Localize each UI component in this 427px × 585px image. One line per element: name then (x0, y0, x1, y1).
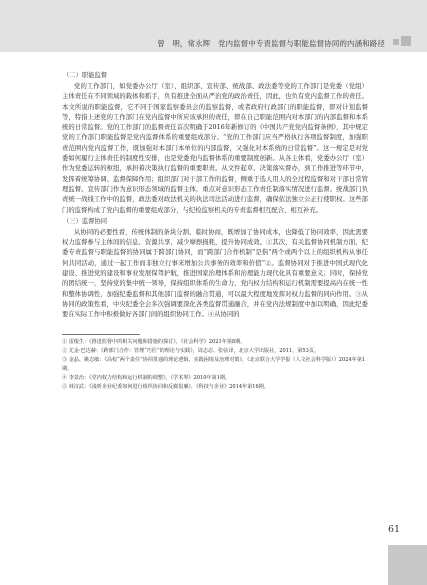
paragraph: 从协同的必要性看，传统体制的条块分割、临时协商，既增加了协同成本，也降低了协同效率，因此需要权力监督参与主体间的信息、资源共享，减少摩擦损耗，提升协同成效。①其次，有关监督协同机制方面，纪委专责监督与职能监督的协同属于跨部门协同，而“跨部门合作机制”是指“两个或两个以上的组织机构从事任何共同活动，通过一起工作而非独立行事来增加公共事务的效率和价值”②。监督协同对于推进中国式现代化建设、推进党的建设和事业发展保驾护航，推进国家治理体系和治理能力现代化具有重要意义；同时，保持党的团结统一，坚持党的集中统一领导，保持组织体系的生命力，党内权力结构和运行机制需要提高内在统一性和整体协调性，加强纪委监督和其他部门监督的融合贯通，可以最大程度地发挥对权力监督的同向作用。③从协同的政策性看，中央纪委全会多次强调要深化各类监督贯通融合，并在党内法规制度中加以明确，因此纪委要在实际工作中积极做好各部门间的组织协同工作。④从协同的 (62, 228, 368, 319)
footnote-3: ③ 金晶、姚志敏：《高校“两个责任”协同贯通的理论逻辑、实践困境及治理对策》，《北京联合大学学报（人文社会科学版）》2024年第1期。 (62, 356, 366, 372)
footnote-5: ⑤ 林汉武：《浅析企业纪委如何进行组织协同和反腐倡廉》，《科技与企业》2014年第16期。 (62, 383, 269, 390)
footnotes (62, 338, 368, 392)
section-heading-functional-supervision: （二）职能监督 (63, 72, 108, 79)
header-decoration (393, 36, 413, 48)
paragraph: 党的工作部门，如党委办公厅（室）、组织部、宣传部、统战部、政法委等党的工作部门是党委（党组）主体责任在不同领域的载体和抓手，负有推进全面从严治党的政治责任，因此，也负有党内监督工作的责任。本文所说的职能监督，它不同于国家监察委员会的监察监督，或者政府行政部门的职能监督，即对计划监督等，特指上述党的工作部门在党内监督中所应该承担的责任，即在自己职能范围内对本部门的内部监督和本系统的日常监督。党的工作部门的监督责任首次明确于2016年新修订的《中国共产党党内监督条例》，其中规定党的工作部门职能监督是党内监督体系的重要组成部分。“党的工作部门应当严格执行各项监督制度，加强职责范围内党内监督工作，既加强对本部门本单位的内部监督，又强化对本系统的日常监督”。这一规定是对党委如何履行主体责任的制度性安排，也是党委党内监督体系的重要制度创新。从各主体看，党委办公厅（室）作为党委运转的枢纽，承担着决策执行监督的重要职责。从文件起草、决策落实督办，到工作推进等环节中，发挥着统筹协调、监督保障作用；组织部门对干部工作的监督，侧重于选人用人的全过程监督和对干部日常管理监督。宣传部门作为意识形态领域的监督主体，重点对意识形态工作责任制落实情况进行监督。统战部门负责统一战线工作中的监督，政法委对政法机关的执法司法活动进行监督，确保依法独立公正行使职权。这些部门的监督构成了党内监督的重要组成部分，与纪检监察机关的专责监督相互配合、相互补充。 (62, 83, 368, 214)
section-heading-supervision-coordination: （三）监督协同 (63, 217, 108, 225)
page-corner-tab (388, 545, 427, 585)
footnote-separator (62, 334, 140, 335)
footnote-4: ④ 李景治：《党内权力结构和运行机制的调整》，《学术界》2010年第1期。 (62, 374, 231, 381)
page-number: 61 (388, 524, 401, 535)
article-body (62, 71, 368, 392)
page-header (0, 0, 427, 52)
footnote-2: ② 尤金·巴达赫：《跨部门合作：管理“巧匠”的理论与实践》，周志忍、张弦译，北京大学出版社，2011，第53页。 (62, 347, 320, 354)
footnote-1: ① 雷俊生：《推进监督中的相关问题和措施的探讨》，《社会科学》2021年第8期。 (62, 338, 246, 345)
running-header-title: 曾 明，常永辉 党内监督中专责监督与职能监督协同的内涵和路径 (157, 39, 385, 48)
